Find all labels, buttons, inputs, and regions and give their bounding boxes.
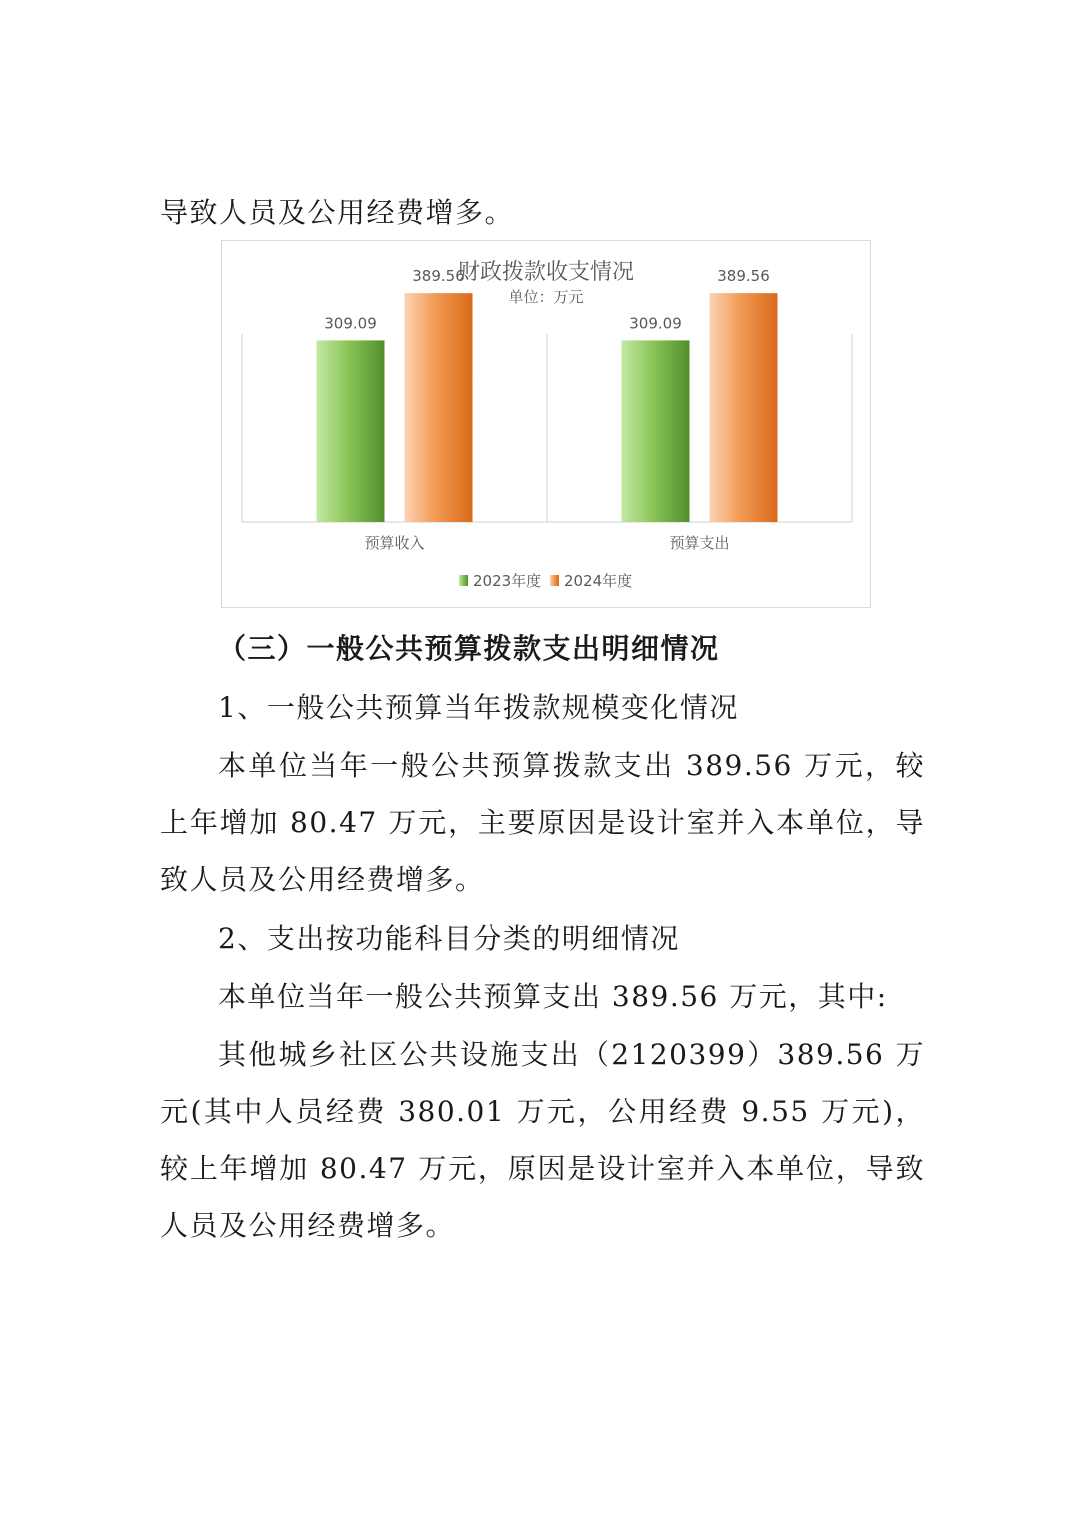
data-label-2-2: 389.56 — [717, 267, 770, 286]
data-label-1-2: 389.56 — [412, 267, 465, 286]
data-label-2-1: 309.09 — [629, 314, 682, 333]
category-label-2: 预算支出 — [669, 534, 730, 552]
chart-subtitle: 单位：万元 — [508, 288, 584, 306]
bar-1-2 — [405, 293, 473, 522]
section-heading: （三）一般公共预算拨款支出明细情况 — [218, 632, 720, 665]
data-label-1-1: 309.09 — [324, 314, 377, 333]
item2-title: 2、支出按功能科目分类的明细情况 — [218, 922, 680, 955]
bar-2-1 — [622, 340, 690, 522]
chart-frame — [221, 240, 871, 608]
item1-body: 本单位当年一般公共预算拨款支出 389.56 万元，较上年增加 80.47 万元，主要原因是设计室并入本单位，导致人员及公用经费增多。 — [160, 749, 925, 896]
legend-swatch-1 — [459, 575, 468, 586]
legend-label-1: 2023年度 — [473, 572, 542, 590]
legend-label-2: 2024年度 — [564, 572, 633, 590]
legend-swatch-2 — [550, 575, 559, 586]
paragraph-continuation: 导致人员及公用经费增多。 — [160, 196, 515, 229]
bar-2-2 — [710, 293, 778, 522]
category-label-1: 预算收入 — [364, 534, 425, 552]
item2-intro: 本单位当年一般公共预算支出 389.56 万元，其中: — [218, 980, 888, 1013]
item1-title: 1、一般公共预算当年拨款规模变化情况 — [218, 691, 739, 724]
bar-1-1 — [317, 340, 385, 522]
item2-body: 其他城乡社区公共设施支出（2120399）389.56 万元(其中人员经费 380.01 万元，公用经费 9.55 万元)，较上年增加 80.47 万元，原因是设计室并入本单位，导致人员及公用经费增多。 — [160, 1038, 925, 1242]
bar-chart — [222, 241, 869, 606]
chart-title: 财政拨款收支情况 — [457, 260, 635, 285]
